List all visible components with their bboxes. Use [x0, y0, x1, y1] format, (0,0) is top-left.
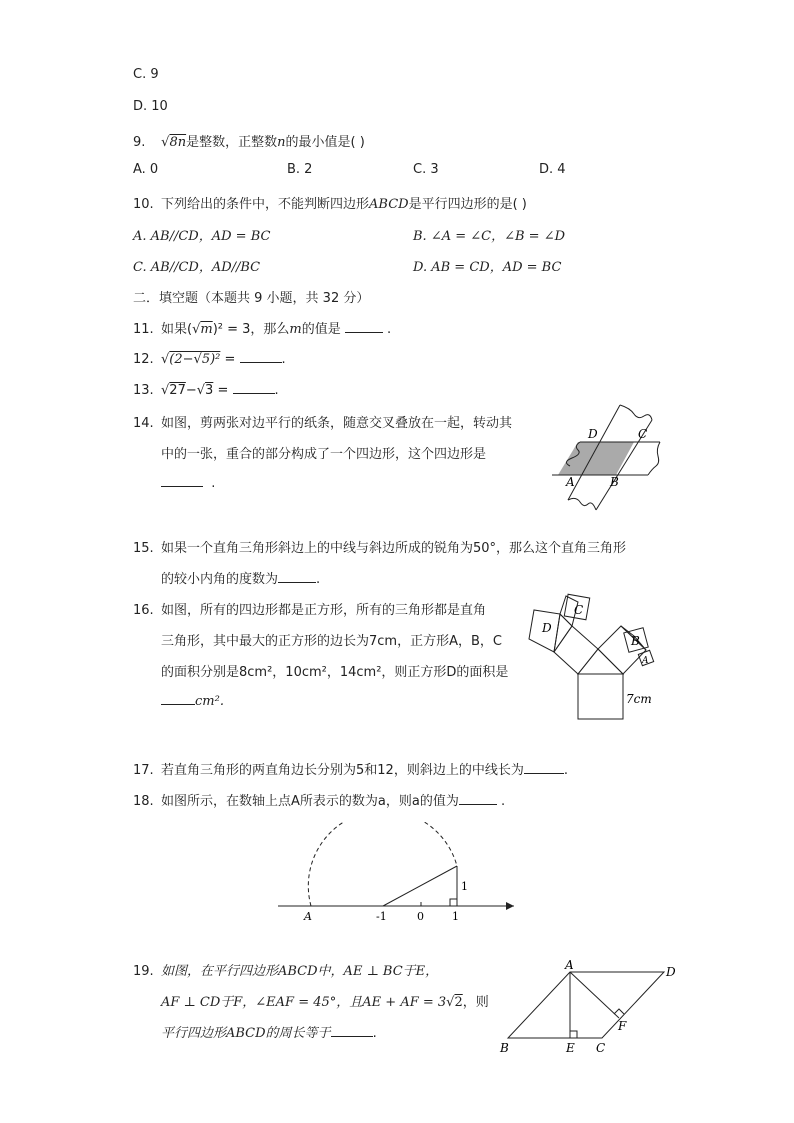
height-label: 1 — [461, 880, 468, 893]
label-B: B — [631, 634, 640, 648]
q10-option-b: B. ∠A = ∠C，∠B = ∠D — [413, 229, 566, 244]
q15-line1: 15. 如果一个直角三角形斜边上的中线与斜边所成的锐角为50°，那么这个直角三角形 — [133, 541, 627, 556]
answer-blank[interactable] — [345, 320, 383, 333]
q16-line1: 16. 如图，所有的四边形都是正方形，所有的三角形都是直角 — [133, 603, 487, 618]
label-C: C — [638, 427, 648, 441]
q16-line3: 的面积分别是8cm²，10cm²，14cm²，则正方形D的面积是 — [161, 665, 509, 680]
q10-option-a: A. AB//CD，AD = BC — [133, 229, 271, 244]
answer-blank[interactable] — [331, 1024, 373, 1037]
q12-stem: 12. √(2−√5)² = . — [133, 352, 286, 367]
question-number: 9. — [133, 135, 146, 150]
q14-line2: 中的一张，重合的部分构成了一个四边形，这个四边形是 — [161, 447, 487, 462]
label-A: A — [565, 958, 574, 972]
q9-option-a: A. 0 — [133, 162, 159, 177]
label-C: C — [574, 603, 584, 617]
q19-line1: 19. 如图，在平行四边形ABCD中，AE ⊥ BC于E， — [133, 964, 439, 979]
q14-line1: 14. 如图，剪两张对边平行的纸条，随意交叉叠放在一起，转动其 — [133, 416, 513, 431]
label-C: C — [596, 1041, 606, 1055]
q9-option-d: D. 4 — [539, 162, 566, 177]
label-D: D — [542, 621, 552, 635]
label-A: A — [642, 656, 649, 666]
answer-blank[interactable] — [161, 474, 203, 487]
label-E: E — [566, 1041, 575, 1055]
answer-blank[interactable] — [459, 792, 497, 805]
q19-line2: AF ⊥ CD于F，∠EAF = 45°，且AE + AF = 3√2，则 — [161, 995, 489, 1010]
answer-blank[interactable] — [278, 570, 316, 583]
q14-figure — [552, 400, 664, 512]
q16-line4: cm². — [161, 692, 224, 709]
section-heading: 二．填空题（本题共 9 小题，共 32 分） — [133, 291, 370, 306]
q11-stem: 11. 如果(√m)² = 3，那么m的值是 . — [133, 322, 392, 337]
q16-line2: 三角形，其中最大的正方形的边长为7cm，正方形A，B，C — [161, 634, 502, 649]
q8-option-c: C. 9 — [133, 67, 159, 82]
q10-option-d: D. AB = CD，AD = BC — [413, 260, 562, 275]
q13-stem: 13. √27−√3 = . — [133, 383, 279, 398]
label-D: D — [588, 427, 598, 441]
q9-option-c: C. 3 — [413, 162, 439, 177]
q8-option-d: D. 10 — [133, 99, 168, 114]
label-F: F — [618, 1019, 627, 1033]
side-label: 7cm — [626, 692, 652, 706]
label-A: A — [304, 910, 312, 923]
label-A: A — [566, 475, 575, 489]
q15-line2: 的较小内角的度数为 . — [161, 572, 321, 587]
q14-line3: . — [161, 474, 215, 491]
label-B: B — [500, 1041, 509, 1055]
q10-option-c: C. AB//CD，AD//BC — [133, 260, 261, 275]
answer-blank[interactable] — [524, 761, 564, 774]
answer-blank[interactable] — [233, 381, 275, 394]
tick-1: 1 — [452, 910, 459, 923]
answer-blank[interactable] — [240, 350, 282, 363]
q19-line3: 平行四边形ABCD的周长等于 . — [161, 1026, 377, 1041]
label-B: B — [610, 475, 619, 489]
q10-stem: 10. 下列给出的条件中，不能判断四边形ABCD是平行四边形的是( ) — [133, 197, 527, 212]
q9-stem: 9. √8n是整数，正整数n的最小值是( ) — [133, 135, 365, 150]
q16-figure — [528, 592, 668, 722]
q18-stem: 18. 如图所示，在数轴上点A所表示的数为a，则a的值为 . — [133, 794, 506, 809]
tick-neg1: -1 — [376, 910, 387, 923]
q19-figure — [496, 958, 682, 1058]
q9-option-b: B. 2 — [287, 162, 313, 177]
label-D: D — [666, 965, 676, 979]
q17-stem: 17. 若直角三角形的两直角边长分别为5和12，则斜边上的中线长为 . — [133, 763, 568, 778]
q18-figure — [276, 822, 520, 926]
tick-0: 0 — [417, 910, 424, 923]
sqrt-expression: √8n — [161, 135, 187, 150]
answer-blank[interactable] — [161, 692, 195, 705]
